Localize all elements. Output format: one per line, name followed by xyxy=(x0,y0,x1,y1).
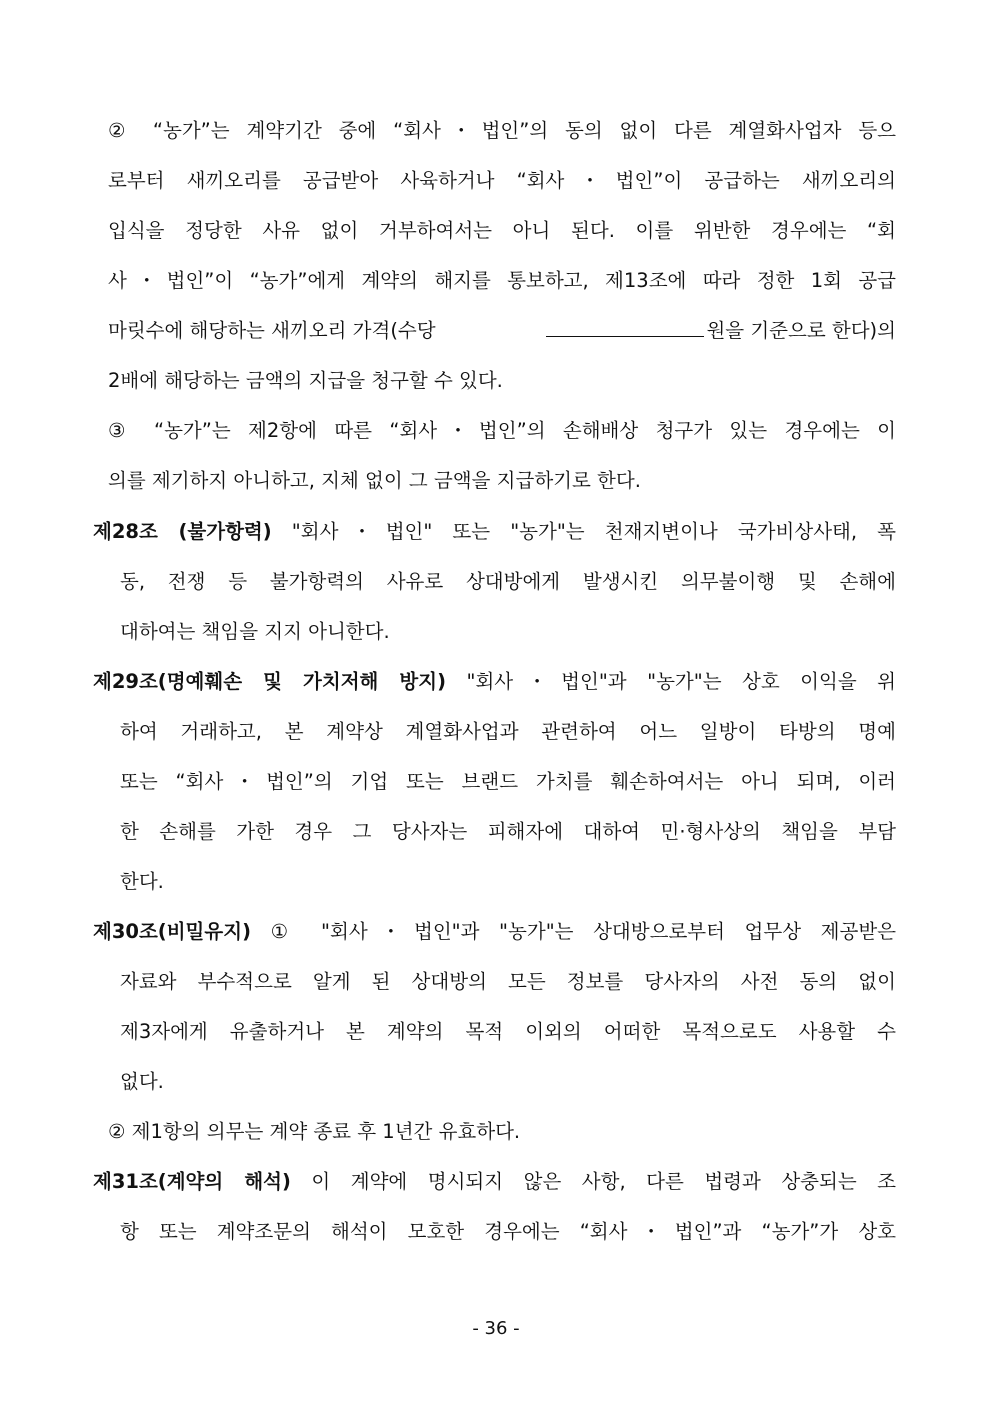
page-number: - 36 - xyxy=(472,1318,520,1339)
text-line: 한다. xyxy=(120,870,164,893)
blank-underline xyxy=(546,318,704,337)
text-line xyxy=(108,315,896,347)
article-29-line xyxy=(93,666,896,698)
text-segment: 마릿수에 해당하는 새끼오리 가격(수당 xyxy=(108,319,436,342)
text-line: 대하여는 책임을 지지 아니한다. xyxy=(120,620,390,643)
text-segment: "회사・법인"과 "농가"는 상호 이익을 위 xyxy=(446,670,896,693)
text-line: 사・법인”이 “농가”에게 계약의 해지를 통보하고, 제13조에 따라 정한 1회 공급 xyxy=(108,269,896,292)
text-segment: "회사・법인" 또는 "농가"는 천재지변이나 국가비상사태, 폭 xyxy=(271,520,896,543)
text-line: 2배에 해당하는 금액의 지급을 청구할 수 있다. xyxy=(108,369,503,392)
text-line: 한 손해를 가한 경우 그 당사자는 피해자에 대하여 민·형사상의 책임을 부담 xyxy=(120,820,896,843)
article-title: 제30조(비밀유지) xyxy=(93,920,251,943)
article-31-line xyxy=(93,1166,896,1198)
text-segment: 원을 기준으로 한다)의 xyxy=(706,319,896,342)
article-title: 제29조(명예훼손 및 가치저해 방지) xyxy=(93,670,447,693)
article-30-line xyxy=(93,916,896,948)
text-line: 하여 거래하고, 본 계약상 계열화사업과 관련하여 어느 일방이 타방의 명예 xyxy=(120,720,896,743)
text-line: 자료와 부수적으로 알게 된 상대방의 모든 정보를 당사자의 사전 동의 없이 xyxy=(120,970,896,993)
text-line: ③ “농가”는 제2항에 따른 “회사・법인”의 손해배상 청구가 있는 경우에는 이 xyxy=(108,419,896,442)
text-line: 또는 “회사・법인”의 기업 또는 브랜드 가치를 훼손하여서는 아니 되며, 이러 xyxy=(120,770,896,793)
text-segment: ① "회사・법인"과 "농가"는 상대방으로부터 업무상 제공받은 xyxy=(250,920,896,943)
article-title: 제28조 (불가항력) xyxy=(93,520,272,543)
text-line: 의를 제기하지 아니하고, 지체 없이 그 금액을 지급하기로 한다. xyxy=(108,469,641,492)
text-line: 입식을 정당한 사유 없이 거부하여서는 아니 된다. 이를 위반한 경우에는 “회 xyxy=(108,219,896,242)
text-line: ② “농가”는 계약기간 중에 “회사・법인”의 동의 없이 다른 계열화사업자 등으 xyxy=(108,119,896,142)
text-line: ② 제1항의 의무는 계약 종료 후 1년간 유효하다. xyxy=(108,1120,521,1143)
fill-in-segment xyxy=(544,315,896,347)
text-segment: 이 계약에 명시되지 않은 사항, 다른 법령과 상충되는 조 xyxy=(290,1170,897,1193)
text-line: 동, 전쟁 등 불가항력의 사유로 상대방에게 발생시킨 의무불이행 및 손해에 xyxy=(120,570,896,593)
text-line: 항 또는 계약조문의 해석이 모호한 경우에는 “회사・법인”과 “농가”가 상호 xyxy=(120,1220,896,1243)
text-line: 제3자에게 유출하거나 본 계약의 목적 이외의 어떠한 목적으로도 사용할 수 xyxy=(120,1020,896,1043)
text-line: 로부터 새끼오리를 공급받아 사육하거나 “회사・법인”이 공급하는 새끼오리의 xyxy=(108,169,896,192)
article-28-line xyxy=(93,516,896,548)
article-title: 제31조(계약의 해석) xyxy=(93,1170,291,1193)
text-line: 없다. xyxy=(120,1070,164,1093)
